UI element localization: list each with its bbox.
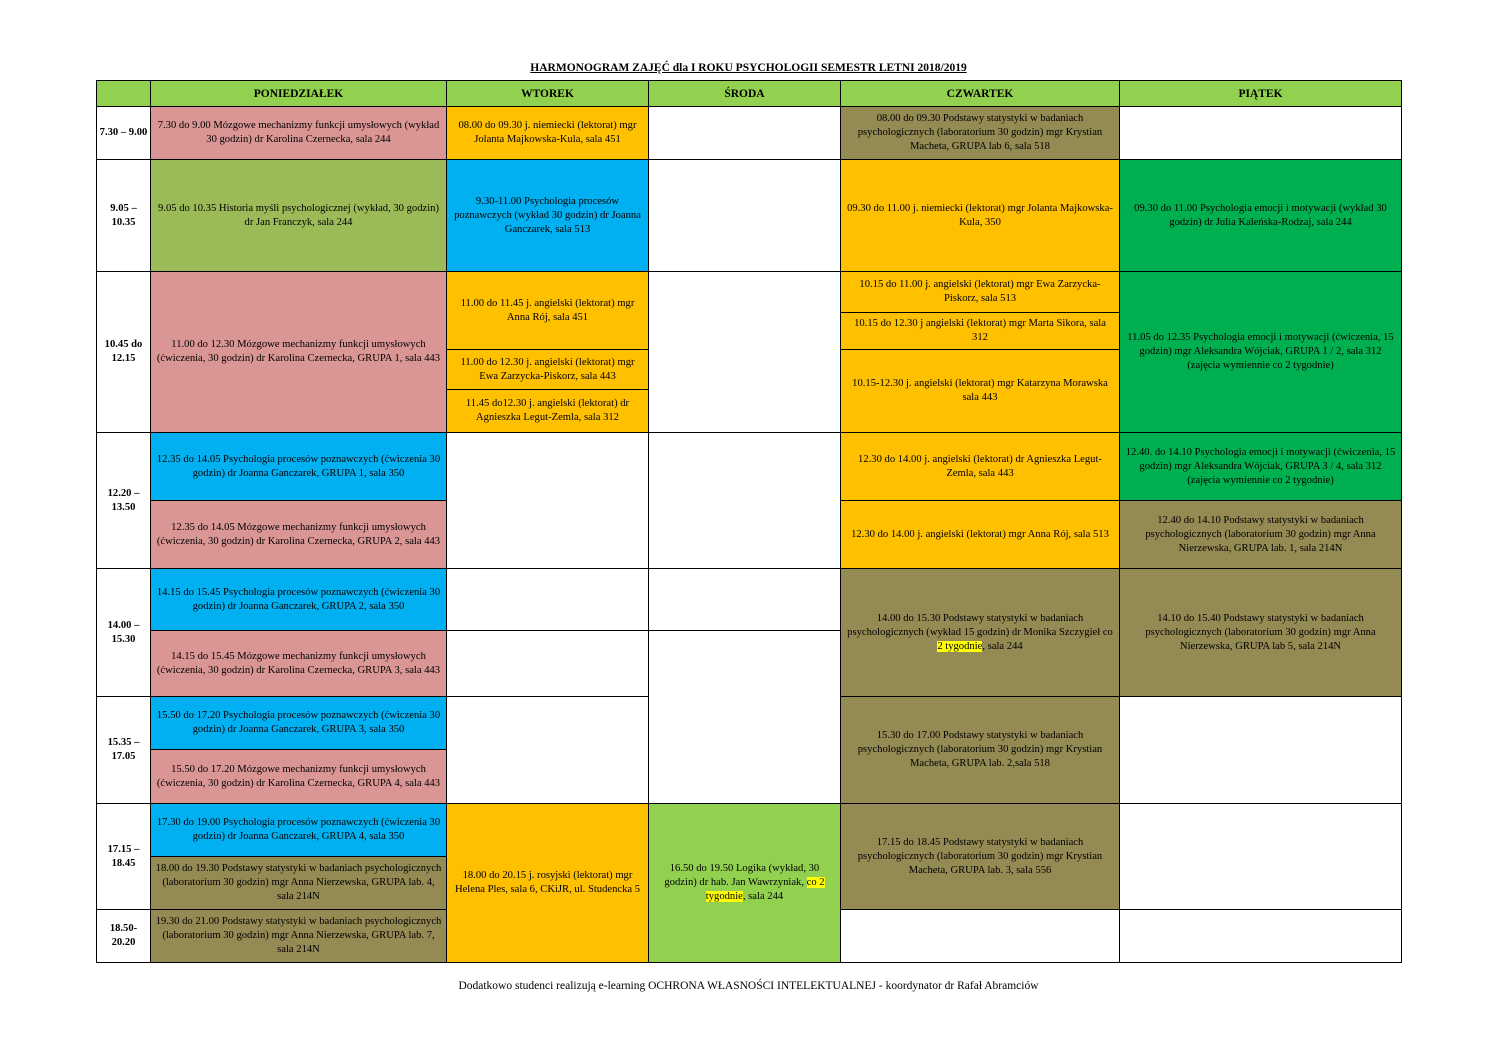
class-text: 11.05 do 12.35 Psychologia emocji i motywacji (ćwiczenia, 15 godzin) mgr Aleksandra Wójciak, GRUPA 1 / 2, sala 312 (zajęcia wymiennie co 2 tygodnie) [1127, 332, 1394, 371]
class-block [1119, 271, 1402, 433]
class-block: 12.35 do 14.05 Psychologia procesów poznawczych (ćwiczenia 30 godzin) dr Joanna Ganczarek, GRUPA 1, sala 350 [150, 432, 447, 501]
time-slot-8: 18.50- 20.20 [96, 909, 151, 963]
class-block: 10.15-12.30 j. angielski (lektorat) mgr Katarzyna Morawska sala 443 [840, 349, 1120, 433]
empty-cell [840, 909, 1120, 963]
class-block: 17.30 do 19.00 Psychologia procesów poznawczych (ćwiczenia 30 godzin) dr Joanna Ganczarek, GRUPA 4, sala 350 [150, 803, 447, 857]
class-text: 12.40. do 14.10 Psychologia emocji i motywacji (ćwiczenia, 15 godzin) mgr Aleksandra Wójciak, GRUPA 3 / 4, sala 312 (zajęcia wymiennie co 2 tygodnie) [1125, 446, 1396, 486]
header-corner [96, 80, 151, 107]
class-block: 09.30 do 11.00 Psychologia emocji i motywacji (wykład 30 godzin) dr Julia Kaleńska-Rodzaj, sala 244 [1119, 159, 1402, 272]
empty-cell [446, 696, 649, 804]
class-block: 15.50 do 17.20 Mózgowe mechanizmy funkcji umysłowych (ćwiczenia, 30 godzin) dr Karolina Czernecka, GRUPA 4, sala 443 [150, 749, 447, 804]
class-block: 12.35 do 14.05 Mózgowe mechanizmy funkcji umysłowych (ćwiczenia, 30 godzin) dr Karolina Czernecka, GRUPA 2, sala 443 [150, 500, 447, 569]
class-block: 11.00 do 12.30 Mózgowe mechanizmy funkcji umysłowych (ćwiczenia, 30 godzin) dr Karolina Czernecka, GRUPA 1, sala 443 [150, 271, 447, 433]
class-block: 09.30 do 11.00 j. niemiecki (lektorat) mgr Jolanta Majkowska-Kula, 350 [840, 159, 1120, 272]
header-friday: PIĄTEK [1119, 80, 1402, 107]
empty-cell [648, 432, 841, 569]
empty-cell [648, 159, 841, 272]
class-block: 17.15 do 18.45 Podstawy statystyki w badaniach psychologicznych (laboratorium 30 godzin) mgr Krystian Macheta, GRUPA lab. 3, sala 556 [840, 803, 1120, 910]
class-block: 19.30 do 21.00 Podstawy statystyki w badaniach psychologicznych (laboratorium 30 godzin) mgr Anna Nierzewska, GRUPA lab. 7, sala 214N [150, 909, 447, 963]
class-block: 10.15 do 11.00 j. angielski (lektorat) mgr Ewa Zarzycka-Piskorz, sala 513 [840, 271, 1120, 313]
class-block: 08.00 do 09.30 j. niemiecki (lektorat) mgr Jolanta Majkowska-Kula, sala 451 [446, 106, 649, 160]
class-block: 14.15 do 15.45 Mózgowe mechanizmy funkcji umysłowych (ćwiczenia, 30 godzin) dr Karolina Czernecka, GRUPA 3, sala 443 [150, 630, 447, 697]
header-thursday: CZWARTEK [840, 80, 1120, 107]
class-block [648, 803, 841, 963]
class-block: 08.00 do 09.30 Podstawy statystyki w badaniach psychologicznych (laboratorium 30 godzin) mgr Krystian Macheta, GRUPA lab 6, sala 518 [840, 106, 1120, 160]
time-slot-4: 12.20 – 13.50 [96, 432, 151, 569]
class-block: 18.00 do 20.15 j. rosyjski (lektorat) mgr Helena Ples, sala 6, CKiJR, ul. Studencka 5 [446, 803, 649, 963]
header-wednesday: ŚRODA [648, 80, 841, 107]
empty-cell [1119, 696, 1402, 804]
class-block: 12.40 do 14.10 Podstawy statystyki w badaniach psychologicznych (laboratorium 30 godzin) mgr Anna Nierzewska, GRUPA lab. 1, sala 214N [1119, 500, 1402, 569]
class-block: 11.00 do 12.30 j. angielski (lektorat) mgr Ewa Zarzycka-Piskorz, sala 443 [446, 349, 649, 390]
page-title: HARMONOGRAM ZAJĘĆ dla I ROKU PSYCHOLOGII SEMESTR LETNI 2018/2019 [530, 62, 967, 74]
class-block: 18.00 do 19.30 Podstawy statystyki w badaniach psychologicznych (laboratorium 30 godzin) mgr Anna Nierzewska, GRUPA lab. 4, sala 214N [150, 856, 447, 910]
header-tuesday: WTOREK [446, 80, 649, 107]
time-slot-6: 15.35 – 17.05 [96, 696, 151, 804]
class-block: 7.30 do 9.00 Mózgowe mechanizmy funkcji umysłowych (wykład 30 godzin) dr Karolina Czernecka, sala 244 [150, 106, 447, 160]
empty-cell [648, 630, 841, 804]
footer-note: Dodatkowo studenci realizują e-learning OCHRONA WŁASNOŚCI INTELEKTUALNEJ - koordynator dr Rafał Abramciów [458, 980, 1039, 992]
empty-cell [648, 106, 841, 160]
class-block [840, 568, 1120, 697]
time-slot-7: 17.15 – 18.45 [96, 803, 151, 910]
time-slot-1: 7.30 – 9.00 [96, 106, 151, 160]
class-block: 11.45 do12.30 j. angielski (lektorat) dr Agnieszka Legut-Zemla, sala 312 [446, 389, 649, 433]
empty-cell [1119, 106, 1402, 160]
class-text: 16.50 do 19.50 Logika (wykład, 30 godzin) dr hab. Jan Wawrzyniak, co 2 tygodnie, sala 244 [664, 863, 825, 902]
class-block: 11.00 do 11.45 j. angielski (lektorat) mgr Anna Rój, sala 451 [446, 271, 649, 350]
time-slot-3: 10.45 do 12.15 [96, 271, 151, 433]
highlight: 2 tygodnie [937, 640, 983, 652]
class-text: 14.00 do 15.30 Podstawy statystyki w badaniach psychologicznych (wykład 15 godzin) dr Monika Szczygieł co 2 tygodnie, sala 244 [847, 612, 1113, 652]
time-slot-2: 9.05 – 10.35 [96, 159, 151, 272]
empty-cell [446, 630, 649, 697]
highlight: co 2 tygodnie [705, 877, 825, 902]
class-block: 10.15 do 12.30 j angielski (lektorat) mgr Marta Sikora, sala 312 [840, 312, 1120, 350]
class-block: 15.50 do 17.20 Psychologia procesów poznawczych (ćwiczenia 30 godzin) dr Joanna Ganczarek, GRUPA 3, sala 350 [150, 696, 447, 750]
header-monday: PONIEDZIAŁEK [150, 80, 447, 107]
class-block: 14.10 do 15.40 Podstawy statystyki w badaniach psychologicznych (laboratorium 30 godzin) mgr Anna Nierzewska, GRUPA lab 5, sala 214N [1119, 568, 1402, 697]
empty-cell [648, 568, 841, 631]
empty-cell [446, 568, 649, 631]
class-block: 12.30 do 14.00 j. angielski (lektorat) dr Agnieszka Legut-Zemla, sala 443 [840, 432, 1120, 501]
class-block: 15.30 do 17.00 Podstawy statystyki w badaniach psychologicznych (laboratorium 30 godzin) mgr Krystian Macheta, GRUPA lab. 2,sala 518 [840, 696, 1120, 804]
empty-cell [648, 271, 841, 433]
class-block [1119, 432, 1402, 501]
class-block: 9.30-11.00 Psychologia procesów poznawczych (wykład 30 godzin) dr Joanna Ganczarek, sala 513 [446, 159, 649, 272]
class-block: 14.15 do 15.45 Psychologia procesów poznawczych (ćwiczenia 30 godzin) dr Joanna Ganczarek, GRUPA 2, sala 350 [150, 568, 447, 631]
empty-cell [446, 432, 649, 569]
empty-cell [1119, 909, 1402, 963]
class-block: 12.30 do 14.00 j. angielski (lektorat) mgr Anna Rój, sala 513 [840, 500, 1120, 569]
time-slot-5: 14.00 – 15.30 [96, 568, 151, 697]
empty-cell [1119, 803, 1402, 910]
class-block: 9.05 do 10.35 Historia myśli psychologicznej (wykład, 30 godzin) dr Jan Franczyk, sala 244 [150, 159, 447, 272]
